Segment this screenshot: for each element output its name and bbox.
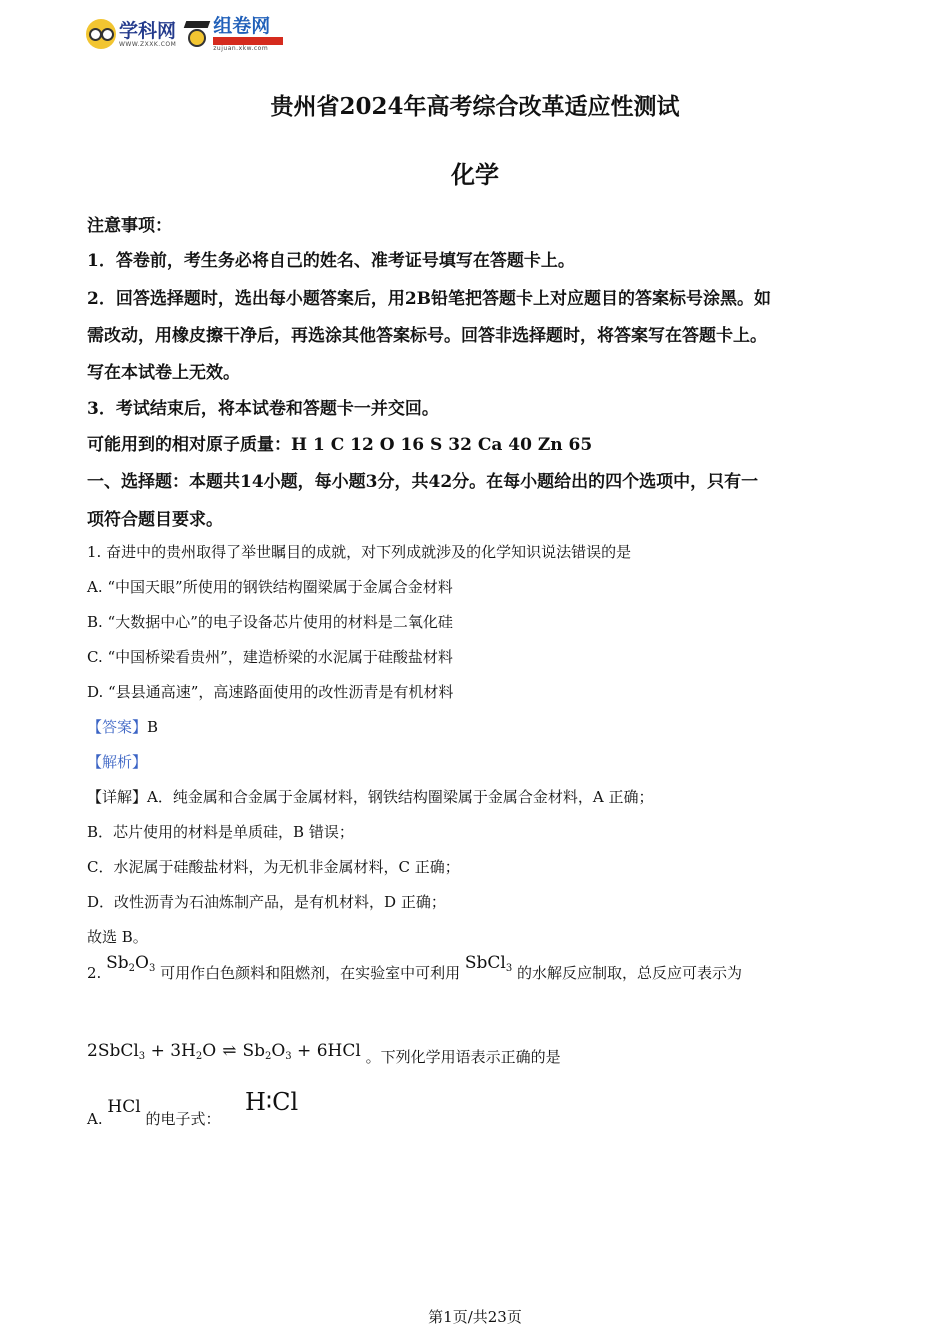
brand-zxxk-url: WWW.ZXXK.COM bbox=[119, 40, 177, 48]
detail-tag: 【详解】 bbox=[87, 788, 148, 806]
q2-text-2: 的水解反应制取，总反应可表示为 bbox=[517, 964, 743, 982]
f1-mid: O bbox=[135, 953, 149, 973]
hcl-electron-formula: H∶Cl bbox=[245, 1088, 299, 1116]
q1-option-a: A. “中国天眼”所使用的钢铁结构圈梁属于金属合金材料 bbox=[87, 578, 453, 596]
q1-option-b: B. “大数据中心”的电子设备芯片使用的材料是二氧化硅 bbox=[87, 613, 453, 631]
graduation-cap-icon bbox=[184, 19, 210, 49]
formula-hcl: HCl bbox=[107, 1097, 141, 1117]
page-footer: 第1页/共23页 bbox=[428, 1308, 522, 1326]
detail-b: B．芯片使用的材料是单质硅，B 错误； bbox=[87, 823, 354, 841]
notice-item-1: 1．答卷前，考生务必将自己的姓名、准考证号填写在答题卡上。 bbox=[87, 251, 575, 271]
eq-b: + 3H bbox=[145, 1041, 196, 1061]
brand-zujuan bbox=[213, 16, 283, 52]
q2-option-a-text: 的电子式： bbox=[145, 1110, 221, 1128]
q2-equation-line bbox=[87, 1040, 561, 1066]
answer-tag: 【答案】 bbox=[87, 718, 148, 736]
analysis-tag: 【解析】 bbox=[87, 753, 148, 771]
notice-item-2a: 2．回答选择题时，选出每小题答案后，用2B铅笔把答题卡上对应题目的答案标号涂黑。如 bbox=[87, 289, 772, 309]
brand-red-bar bbox=[213, 37, 283, 45]
q1-option-d: D. “县县通高速”，高速路面使用的改性沥青是有机材料 bbox=[87, 683, 454, 701]
section1-heading-a: 一、选择题：本题共14小题，每小题3分，共42分。在每小题给出的四个选项中，只有一 bbox=[87, 472, 759, 492]
q2-option-a bbox=[87, 1097, 221, 1129]
site-logo bbox=[86, 14, 283, 54]
eq-f: + 6HCl bbox=[291, 1041, 361, 1061]
notice-heading: 注意事项： bbox=[87, 216, 172, 236]
notice-item-2c: 写在本试卷上无效。 bbox=[87, 363, 240, 383]
f2-main: SbCl bbox=[464, 953, 506, 973]
brand-zujuan-url: zujuan.xkw.com bbox=[213, 45, 269, 52]
notice-item-2b: 需改动，用橡皮擦干净后，再选涂其他答案标号。回答非选择题时，将答案写在答题卡上。 bbox=[87, 326, 767, 346]
atomic-masses: 可能用到的相对原子质量：H 1 C 12 O 16 S 32 Ca 40 Zn 65 bbox=[87, 435, 593, 455]
eq-c: O bbox=[202, 1041, 217, 1061]
f2-sub: 3 bbox=[505, 963, 513, 974]
reaction-equation bbox=[87, 1041, 361, 1061]
q1-answer-line bbox=[87, 716, 158, 737]
formula-sbcl3 bbox=[465, 953, 512, 973]
q2-text-1: 可用作白色颜料和阻燃剂，在实验室中可利用 bbox=[160, 964, 461, 982]
notice-item-3: 3．考试结束后，将本试卷和答题卡一并交回。 bbox=[87, 399, 439, 419]
f1-main: Sb bbox=[106, 953, 129, 973]
equilibrium-arrow-icon: ⇌ bbox=[222, 1041, 237, 1061]
brand-zxxk-name: 学科网 bbox=[119, 19, 177, 42]
detail-line-1 bbox=[87, 786, 653, 807]
detail-d: D．改性沥青为石油炼制产品，是有机材料，D 正确； bbox=[87, 893, 446, 911]
eq-d-sub: 2 bbox=[264, 1051, 272, 1062]
brand-zxxk bbox=[119, 21, 176, 48]
section1-heading-b: 项符合题目要求。 bbox=[87, 510, 223, 530]
q1-conclusion: 故选 B。 bbox=[87, 928, 148, 946]
f1-sub2: 3 bbox=[148, 963, 156, 974]
q1-option-c: C. “中国桥梁看贵州”，建造桥梁的水泥属于硅酸盐材料 bbox=[87, 648, 453, 666]
detail-a: A．纯金属和合金属于金属材料，钢铁结构圈梁属于金属合金材料，A 正确； bbox=[147, 788, 654, 806]
eq-b-sub: 2 bbox=[195, 1051, 203, 1062]
q1-stem: 1. 奋进中的贵州取得了举世瞩目的成就，对下列成就涉及的化学知识说法错误的是 bbox=[87, 543, 632, 561]
brand-zujuan-name: 组卷网 bbox=[213, 15, 271, 37]
answer-value: B bbox=[147, 718, 159, 736]
exam-title: 贵州省2024年高考综合改革适应性测试 bbox=[270, 93, 680, 120]
eq-a: 2SbCl bbox=[87, 1041, 139, 1061]
q2-number: 2. bbox=[87, 964, 102, 982]
eq-a-sub: 3 bbox=[138, 1051, 146, 1062]
eq-e: O bbox=[271, 1041, 286, 1061]
exam-subject: 化学 bbox=[451, 160, 499, 189]
q2-stem bbox=[87, 953, 743, 984]
detail-c: C．水泥属于硅酸盐材料，为无机非金属材料，C 正确； bbox=[87, 858, 460, 876]
eq-d: Sb bbox=[242, 1041, 265, 1061]
f1-sub1: 2 bbox=[128, 963, 135, 974]
q2-option-a-label: A. bbox=[87, 1110, 103, 1128]
owl-mascot-icon bbox=[86, 19, 116, 49]
formula-sb2o3 bbox=[106, 953, 155, 973]
eq-e-sub: 3 bbox=[285, 1051, 292, 1062]
q2-tail: 。下列化学用语表示正确的是 bbox=[365, 1048, 561, 1066]
